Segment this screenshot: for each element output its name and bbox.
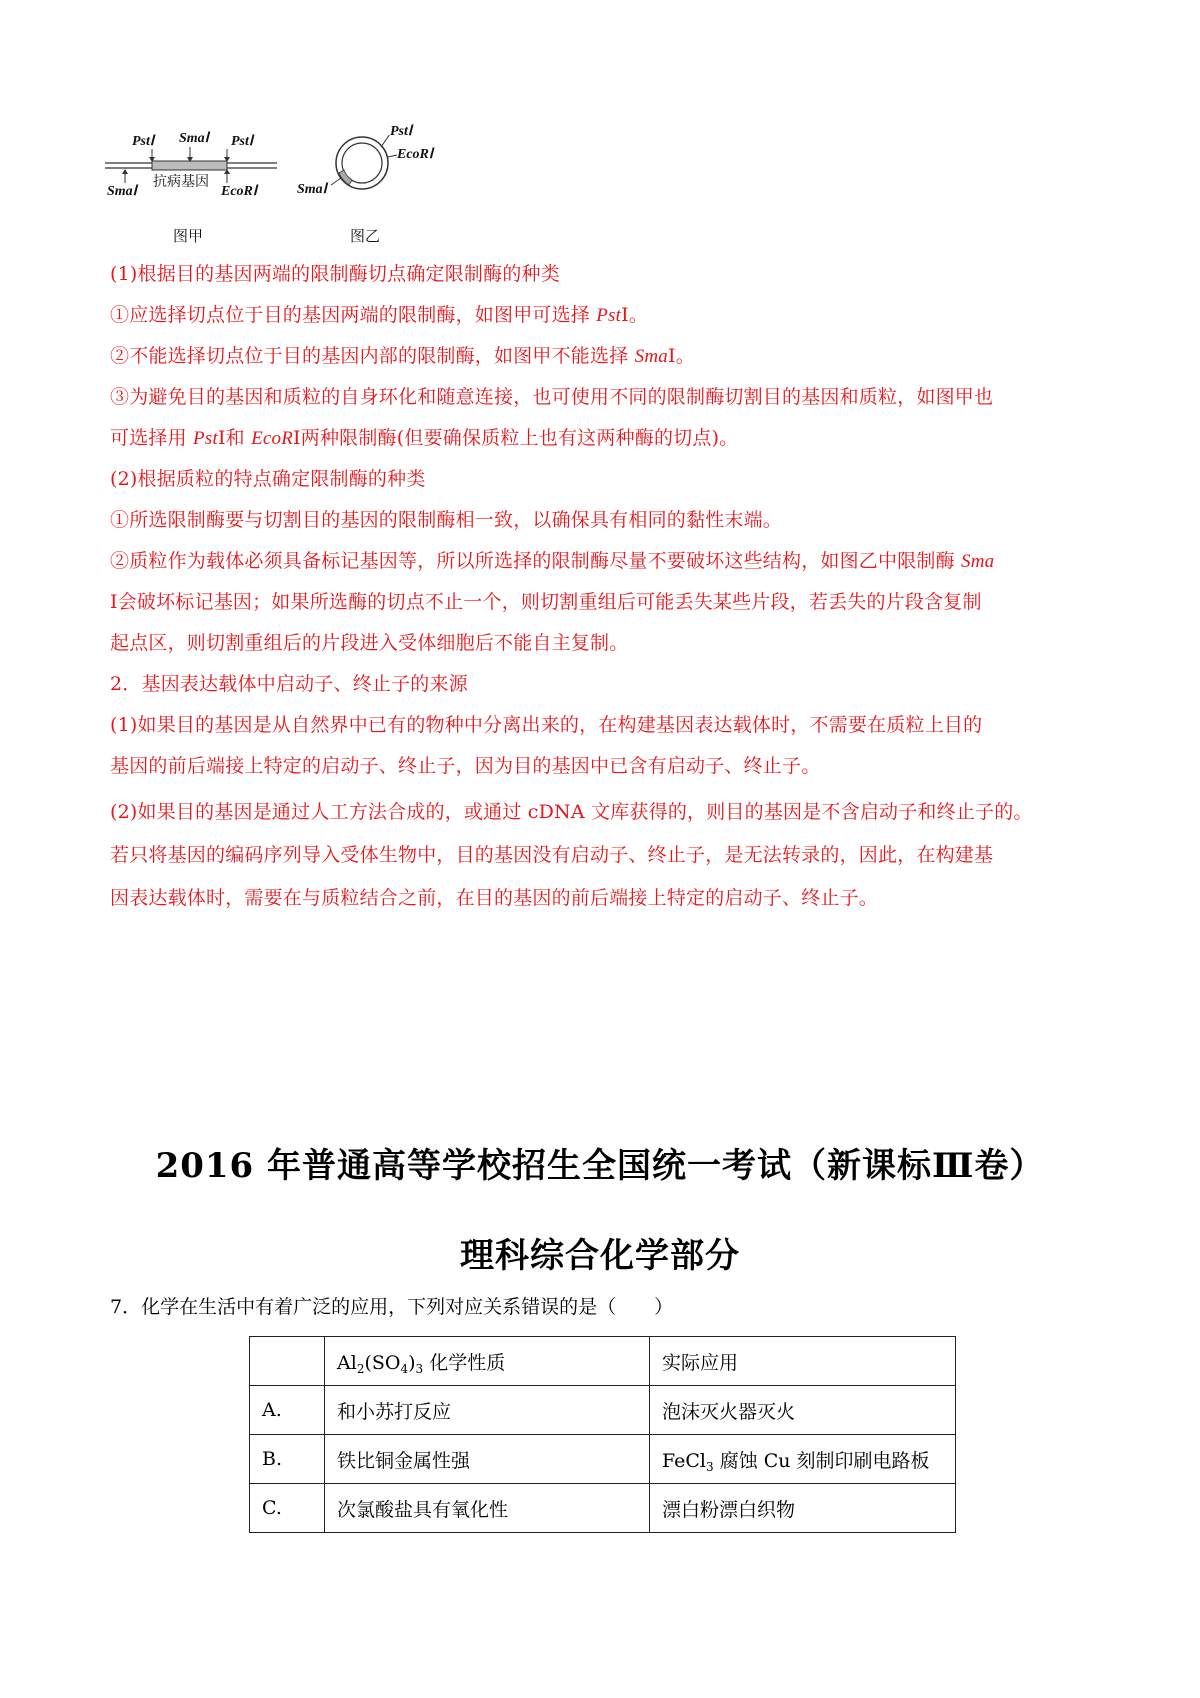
explanation-p2-item2-line2: Ⅰ会破坏标记基因；如果所选酶的切点不止一个，则切割重组后可能丢失某些片段，若丢失的片段含复制 [110, 591, 982, 613]
fig2-caption: 图乙 [350, 227, 381, 245]
option-property: 铁比铜金属性强 [325, 1435, 650, 1484]
exam-title-line1: 2016 年普通高等学校招生全国统一考试（新课标Ⅲ卷） [155, 1146, 1045, 1186]
plasmid-sma-line [331, 178, 341, 185]
subscript: 3 [706, 1459, 714, 1474]
fig1-label-pst-left: PstⅠ [132, 134, 155, 149]
text: Ⅰ两种限制酶(但要确保质粒上也有这两种酶的切点)。 [293, 427, 739, 449]
fig1-label-sma-top: SmaⅠ [179, 131, 209, 146]
marker-gene-region [339, 170, 352, 185]
table-row [250, 1435, 956, 1484]
explanation-p1-item1 [110, 303, 648, 328]
table-header-application: 实际应用 [650, 1337, 956, 1386]
explanation-p2-item1: ①所选限制酶要与切割目的基因的限制酶相一致，以确保具有相同的黏性末端。 [110, 509, 783, 531]
table-row [250, 1484, 956, 1533]
enzyme-name: EcoR [251, 428, 294, 449]
plasmid-ecor-line [388, 155, 397, 157]
subscript: 4 [400, 1361, 409, 1376]
option-property: 次氯酸盐具有氧化性 [325, 1484, 650, 1533]
text: 可选择用 [110, 427, 194, 449]
text: FeCl [662, 1449, 707, 1472]
text: Ⅰ和 [217, 427, 252, 449]
fig2-label-ecor: EcoRⅠ [397, 147, 434, 162]
text: (SO [364, 1351, 401, 1374]
text: ②不能选择切点位于目的基因内部的限制酶，如图甲不能选择 [110, 345, 635, 367]
text: 化学性质 [423, 1351, 506, 1374]
section2-p2-line2: 若只将基因的编码序列导入受体生物中，目的基因没有启动子、终止子，是无法转录的，因此，在构建基 [110, 844, 994, 866]
option-label: C. [250, 1484, 325, 1533]
enzyme-name: Pst [193, 428, 218, 449]
explanation-p1-item3-line1: ③为避免目的基因和质粒的自身环化和随意连接，也可使用不同的限制酶切割目的基因和质粒，如图甲也 [110, 386, 994, 408]
option-application [650, 1435, 956, 1484]
fig1-label-ecor: EcoRⅠ [221, 184, 258, 199]
enzyme-name: Sma [961, 551, 995, 572]
subscript: 2 [356, 1361, 365, 1376]
explanation-p2-heading: (2)根据质粒的特点确定限制酶的种类 [110, 468, 426, 490]
restriction-figures [105, 124, 445, 250]
table-cell [250, 1337, 325, 1386]
explanation-p1-item2 [110, 344, 695, 369]
fig1-label-pst-right: PstⅠ [231, 134, 254, 149]
option-label: B. [250, 1435, 325, 1484]
subscript: 3 [415, 1361, 424, 1376]
section2-p1-line1: (1)如果目的基因是从自然界中已有的物种中分离出来的，在构建基因表达载体时，不需要在质粒上目的 [110, 714, 983, 736]
section2-p1-line2: 基因的前后端接上特定的启动子、终止子，因为目的基因中已含有启动子、终止子。 [110, 755, 821, 777]
fig1-label-sma-bottom: SmaⅠ [107, 184, 137, 199]
text: Ⅰ。 [621, 304, 649, 326]
text: 腐蚀 Cu 刻制印刷电路板 [713, 1449, 930, 1472]
fig2-label-pst: PstⅠ [390, 124, 413, 139]
gene-segment [152, 161, 227, 170]
section2-heading: 2．基因表达载体中启动子、终止子的来源 [110, 673, 468, 695]
text: ②质粒作为载体必须具备标记基因等，所以所选择的限制酶尽量不要破坏这些结构，如图乙中限制酶 [110, 550, 962, 572]
text: Al [337, 1351, 357, 1374]
fig1-gene-label: 抗病基因 [153, 174, 209, 190]
section2-p2-line3: 因表达载体时，需要在与质粒结合之前，在目的基因的前后端接上特定的启动子、终止子。 [110, 887, 879, 909]
option-label: A. [250, 1386, 325, 1435]
text: ) [408, 1351, 416, 1374]
table-row [250, 1386, 956, 1435]
option-property: 和小苏打反应 [325, 1386, 650, 1435]
option-application: 泡沫灭火器灭火 [650, 1386, 956, 1435]
enzyme-name: Pst [596, 305, 622, 326]
table-header-property [325, 1337, 650, 1386]
question-7: 7．化学在生活中有着广泛的应用，下列对应关系错误的是（ ） [110, 1296, 674, 1318]
fig2-label-sma: SmaⅠ [297, 182, 327, 197]
table-header-row [250, 1337, 956, 1386]
option-application: 漂白粉漂白织物 [650, 1484, 956, 1533]
question-7-table [249, 1336, 956, 1533]
text: Ⅰ。 [667, 345, 695, 367]
plasmid-pst-line [381, 135, 390, 147]
fig1-caption: 图甲 [173, 227, 204, 245]
explanation-p2-item2-line1 [110, 549, 994, 574]
text: ①应选择切点位于目的基因两端的限制酶，如图甲可选择 [110, 304, 597, 326]
explanation-p1-heading: (1)根据目的基因两端的限制酶切点确定限制酶的种类 [110, 263, 560, 285]
enzyme-name: Sma [634, 346, 668, 367]
figure-diagrams [105, 135, 445, 250]
exam-title-line2: 理科综合化学部分 [460, 1236, 740, 1276]
explanation-p1-item3-line2 [110, 426, 738, 451]
section2-p2-line1: (2)如果目的基因是通过人工方法合成的，或通过 cDNA 文库获得的，则目的基因是不含启动子和终止子的。 [110, 801, 1033, 823]
explanation-p2-item2-line3: 起点区，则切割重组后的片段进入受体细胞后不能自主复制。 [110, 632, 629, 654]
